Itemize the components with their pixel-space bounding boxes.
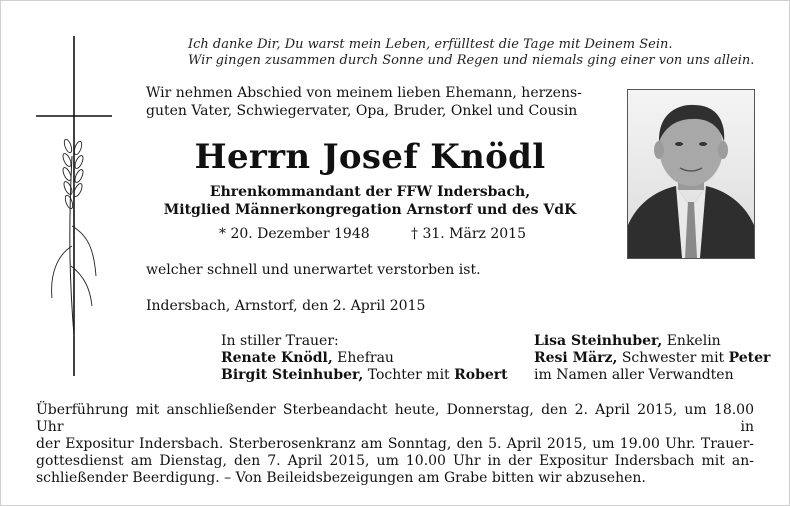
closing-line-3: gottesdienst am Dienstag, den 7. April 2015, um 10.00 Uhr in der Expositur Indersbach mit an- <box>36 453 754 469</box>
role-line-1: Ehrenkommandant der FFW Indersbach, <box>209 184 531 200</box>
mourner-relation: Schwester mit <box>617 350 729 366</box>
quote-line-1: Ich danke Dir, Du warst mein Leben, erfülltest die Tage mit Deinem Sein. <box>188 37 673 52</box>
mourner-renate <box>221 350 394 367</box>
mourner-name: Birgit Steinhuber, <box>221 367 364 383</box>
death-date: † 31. März 2015 <box>411 226 526 242</box>
closing-line-1: Überführung mit anschließender Sterbeandacht heute, Donnerstag, den 2. April 2015, um 18.00 Uhr in <box>36 402 754 435</box>
mourner-resi <box>534 350 770 367</box>
passing-text: welcher schnell und unerwartet verstorben ist. <box>146 262 481 278</box>
mourner-birgit <box>221 367 508 384</box>
closing-line-2: der Expositur Indersbach. Sterberosenkranz am Sonntag, den 5. April 2015, um 19.00 Uhr. Trauer- <box>36 436 754 452</box>
mourner-lisa <box>534 333 721 350</box>
portrait-photo <box>627 89 755 259</box>
mourner-relation: Tochter mit <box>363 367 455 383</box>
deceased-name: Herrn Josef Knödl <box>194 137 546 177</box>
mourner-relation: Ehefrau <box>332 350 394 366</box>
cross-with-wheat-icon <box>34 36 114 376</box>
mourner-relation: Enkelin <box>662 333 721 349</box>
mourner-relatives: im Namen aller Verwandten <box>534 367 734 383</box>
mourner-name: Renate Knödl, <box>221 350 333 366</box>
mourner-partner: Peter <box>728 350 771 366</box>
mourner-partner: Robert <box>454 367 508 383</box>
role-line-2: Mitglied Männerkongregation Arnstorf und des VdK <box>163 202 577 218</box>
mourners-heading: In stiller Trauer: <box>221 333 339 349</box>
birth-date: * 20. Dezember 1948 <box>219 226 370 242</box>
mourner-name: Lisa Steinhuber, <box>534 333 663 349</box>
closing-paragraph <box>36 402 754 487</box>
intro-line-1: Wir nehmen Abschied von meinem lieben Ehemann, herzens- <box>146 85 582 101</box>
mourner-name: Resi März, <box>534 350 618 366</box>
place-date: Indersbach, Arnstorf, den 2. April 2015 <box>146 298 426 314</box>
closing-line-4: schließender Beerdigung. – Von Beileidsbezeigungen am Grabe bitten wir abzusehen. <box>36 470 646 486</box>
quote-line-2: Wir gingen zusammen durch Sonne und Regen und niemals ging einer von uns allein. <box>188 53 755 68</box>
intro-line-2: guten Vater, Schwiegervater, Opa, Bruder, Onkel und Cousin <box>146 103 578 119</box>
